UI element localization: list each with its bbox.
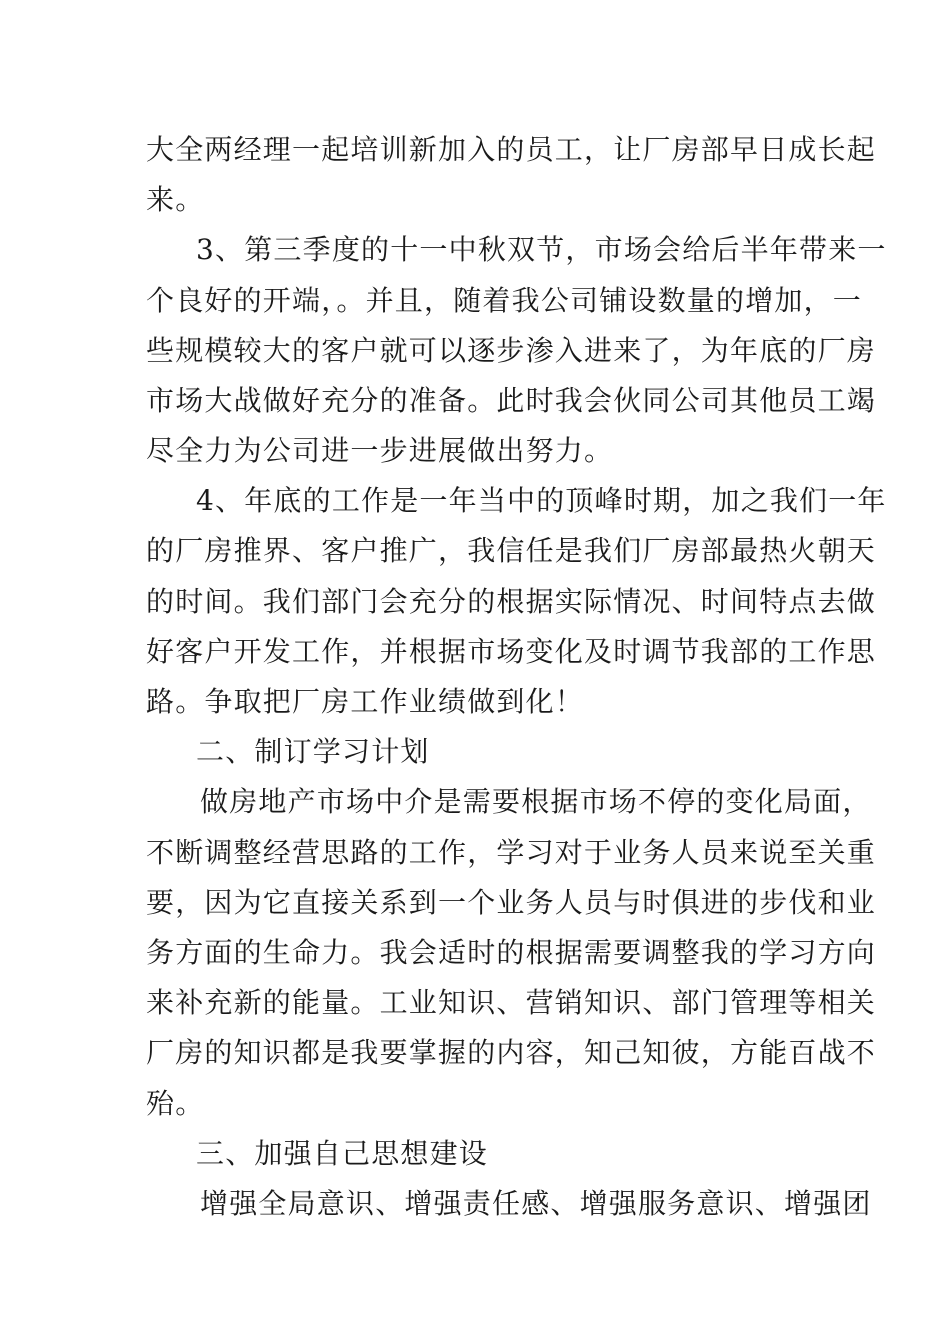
text-line: 做房地产市场中介是需要根据市场不停的变化局面， [200, 785, 872, 818]
text-line: 路。争取把厂房工作业绩做到化！ [146, 685, 585, 718]
text-line: 要，因为它直接关系到一个业务人员与时俱进的步伐和业 [146, 886, 877, 919]
text-line: 4、年底的工作是一年当中的顶峰时期，加之我们一年 [196, 484, 887, 517]
text-line: 增强全局意识、增强责任感、增强服务意识、增强团 [200, 1187, 872, 1220]
text-line: 大全两经理一起培训新加入的员工，让厂房部早日成长起 [146, 133, 877, 166]
text-line: 3、第三季度的十一中秋双节，市场会给后半年带来一 [196, 233, 887, 266]
text-line: 来补充新的能量。工业知识、营销知识、部门管理等相关 [146, 986, 877, 1019]
text-line: 些规模较大的客户就可以逐步渗入进来了，为年底的厂房 [146, 334, 877, 367]
text-line: 尽全力为公司进一步进展做出努力。 [146, 434, 614, 467]
text-line: 市场大战做好充分的准备。此时我会伙同公司其他员工竭 [146, 384, 877, 417]
text-line: 的时间。我们部门会充分的根据实际情况、时间特点去做 [146, 585, 877, 618]
text-line: 不断调整经营思路的工作，学习对于业务人员来说至关重 [146, 836, 877, 869]
text-line: 个良好的开端，。并且，随着我公司铺设数量的增加，一 [146, 284, 863, 317]
text-line: 的厂房推界、客户推广，我信任是我们厂房部最热火朝天 [146, 534, 877, 567]
text-line: 厂房的知识都是我要掌握的内容，知己知彼，方能百战不 [146, 1036, 877, 1069]
section-heading: 二、制订学习计划 [196, 735, 430, 768]
text-line: 来。 [146, 183, 205, 216]
text-line: 务方面的生命力。我会适时的根据需要调整我的学习方向 [146, 936, 877, 969]
section-heading: 三、加强自己思想建设 [196, 1137, 489, 1170]
text-line: 殆。 [146, 1087, 205, 1120]
text-line: 好客户开发工作，并根据市场变化及时调节我部的工作思 [146, 635, 877, 668]
